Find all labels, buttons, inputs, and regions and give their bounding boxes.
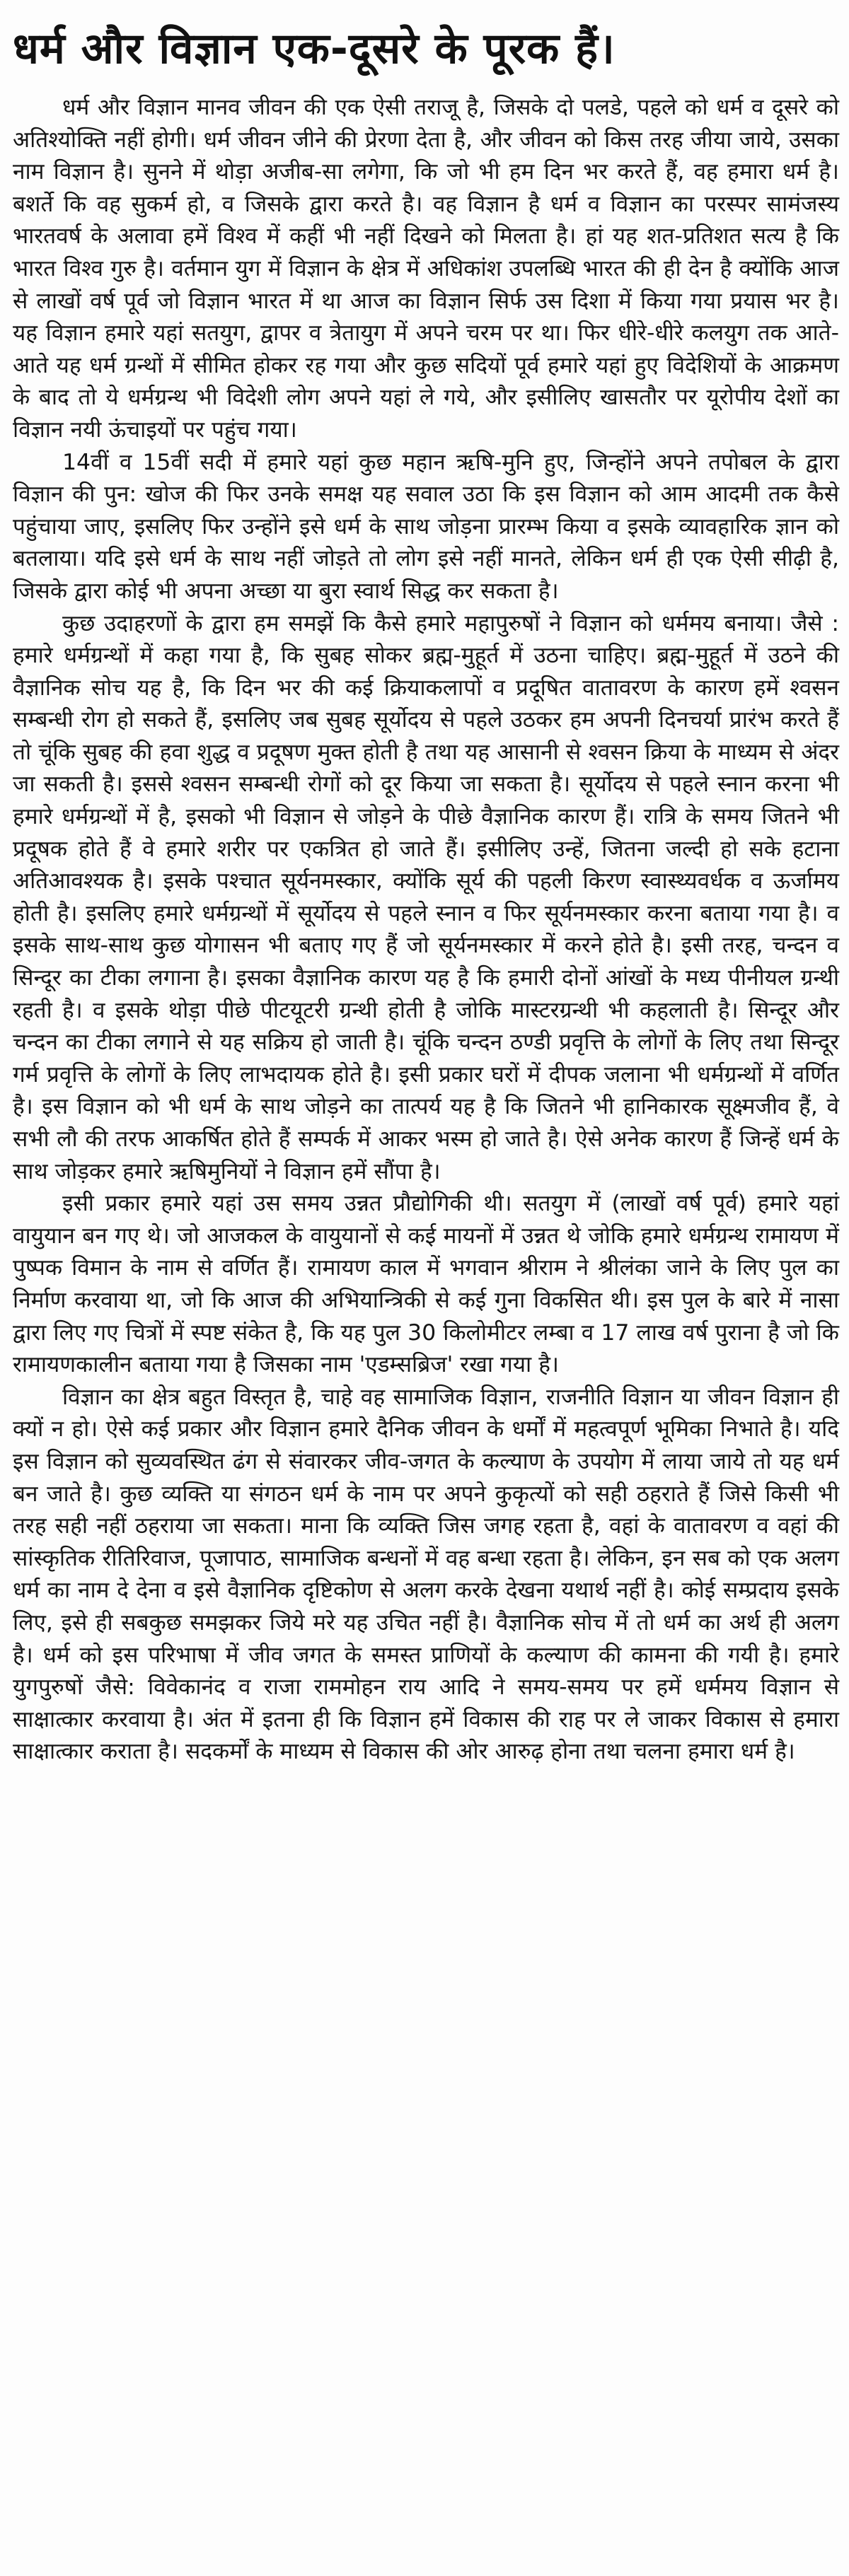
article-body	[13, 92, 839, 1768]
article-paragraph-2: 14वीं व 15वीं सदी में हमारे यहां कुछ महान ऋषि-मुनि हुए, जिन्होंने अपने तपोबल के द्वारा विज्ञान की पुन: खोज की फिर उनके समक्ष यह सवाल उठा कि इस विज्ञान को आम आदमी तक कैसे पहुंचाया जाए, इसलिए फिर उन्होंने इसे धर्म के साथ जोड़ना प्रारम्भ किया व इसके व्यावहारिक ज्ञान को बतलाया। यदि इसे धर्म के साथ नहीं जोड़ते तो लोग इसे नहीं मानते, लेकिन धर्म ही एक ऐसी सीढ़ी है, जिसके द्वारा कोई भी अपना अच्छा या बुरा स्वार्थ सिद्ध कर सकता है।	[13, 449, 839, 604]
article-headline: धर्म और विज्ञान एक-दूसरे के पूरक हैं।	[13, 24, 616, 74]
article-paragraph-3: कुछ उदाहरणों के द्वारा हम समझें कि कैसे हमारे महापुरुषों ने विज्ञान को धर्ममय बनाया। जैसे : हमारे धर्मग्रन्थों में कहा गया है, कि सुबह सोकर ब्रह्म-मुहूर्त में उठना चाहिए। ब्रह्म-मुहूर्त में उठने की वैज्ञानिक सोच यह है, कि दिन भर की कई क्रियाकलापों व प्रदूषित वातावरण के कारण हमें श्वसन सम्बन्धी रोग हो सकते हैं, इसलिए जब सुबह सूर्योदय से पहले उठकर हम अपनी दिनचर्या प्रारंभ करते हैं तो चूंकि सुबह की हवा शुद्ध व प्रदूषण मुक्त होती है तथा यह आसानी से श्वसन क्रिया के माध्यम से अंदर जा सकती है। इससे श्वसन सम्बन्धी रोगों को दूर किया जा सकता है। सूर्योदय से पहले स्नान करना भी हमारे धर्मग्रन्थों में है, इसको भी विज्ञान से जोड़ने के पीछे वैज्ञानिक कारण हैं। रात्रि के समय जितने भी प्रदूषक होते हैं वे हमारे शरीर पर एकत्रित हो जाते हैं। इसीलिए उन्हें, जितना जल्दी हो सके हटाना अतिआवश्यक है। इसके पश्चात सूर्यनमस्कार, क्योंकि सूर्य की पहली किरण स्वास्थ्यवर्धक व ऊर्जामय होती है। इसलिए हमारे धर्मग्रन्थों में सूर्योदय से पहले स्नान व फिर सूर्यनमस्कार करना बताया गया है। व इसके साथ-साथ कुछ योगासन भी बताए गए हैं जो सूर्यनमस्कार में करने होते है। इसी तरह, चन्दन व सिन्दूर का टीका लगाना है। इसका वैज्ञानिक कारण यह है कि हमारी दोनों आंखों के मध्य पीनीयल ग्रन्थी रहती है। व इसके थोड़ा पीछे पीटयूटरी ग्रन्थी होती है जोकि मास्टरग्रन्थी भी कहलाती है। सिन्दूर और चन्दन का टीका लगाने से यह सक्रिय हो जाती है। चूंकि चन्दन ठण्डी प्रवृत्ति के लोगों के लिए तथा सिन्दूर गर्म प्रवृत्ति के लोगों के लिए लाभदायक होते है। इसी प्रकार घरों में दीपक जलाना भी धर्मग्रन्थों में वर्णित है। इस विज्ञान को भी धर्म के साथ जोड़ने का तात्पर्य यह है कि जितने भी हानिकारक सूक्ष्मजीव हैं, वे सभी लौ की तरफ आकर्षित होते हैं सम्पर्क में आकर भस्म हो जाते है। ऐसे अनेक कारण हैं जिन्हें धर्म के साथ जोड़कर हमारे ऋषिमुनियों ने विज्ञान हमें सौंपा है।	[13, 610, 839, 1184]
article-paragraph-4: इसी प्रकार हमारे यहां उस समय उन्नत प्रौद्योगिकी थी। सतयुग में (लाखों वर्ष पूर्व) हमारे यहां वायुयान बन गए थे। जो आजकल के वायुयानों से कई मायनों में उन्नत थे जोकि हमारे धर्मग्रन्थ रामायण में पुष्पक विमान के नाम से वर्णित हैं। रामायण काल में भगवान श्रीराम ने श्रीलंका जाने के लिए पुल का निर्माण करवाया था, जो कि आज की अभियान्त्रिकी से कई गुना विकसित थी। इस पुल के बारे में नासा द्वारा लिए गए चित्रों में स्पष्ट संकेत है, कि यह पुल 30 किलोमीटर लम्बा व 17 लाख वर्ष पुराना है जो कि रामायणकालीन बताया गया है जिसका नाम 'एडम्सब्रिज' रखा गया है।	[13, 1191, 840, 1378]
article-paragraph-5: विज्ञान का क्षेत्र बहुत विस्तृत है, चाहे वह सामाजिक विज्ञान, राजनीति विज्ञान या जीवन विज्ञान ही क्यों न हो। ऐसे कई प्रकार और विज्ञान हमारे दैनिक जीवन के धर्मों में महत्वपूर्ण भूमिका निभाते है। यदि इस विज्ञान को सुव्यवस्थित ढंग से संवारकर जीव-जगत के कल्याण के उपयोग में लाया जाये तो यह धर्म बन जाते है। कुछ व्यक्ति या संगठन धर्म के नाम पर अपने कुकृत्यों को सही ठहराते हैं जिसे किसी भी तरह सही नहीं ठहराया जा सकता। माना कि व्यक्ति जिस जगह रहता है, वहां के वातावरण व वहां की सांस्कृतिक रीतिरिवाज, पूजापाठ, सामाजिक बन्धनों में वह बन्धा रहता है। लेकिन, इन सब को एक अलग धर्म का नाम दे देना व इसे वैज्ञानिक दृष्टिकोण से अलग करके देखना यथार्थ नहीं है। कोई सम्प्रदाय इसके लिए, इसे ही सबकुछ समझकर जिये मरे यह उचित नहीं है। वैज्ञानिक सोच में तो धर्म का अर्थ ही अलग है। धर्म को इस परिभाषा में जीव जगत के समस्त प्राणियों के कल्याण की कामना की गयी है। हमारे युगपुरुषों जैसे: विवेकानंद व राजा राममोहन राय आदि ने समय-समय पर हमें धर्ममय विज्ञान से साक्षात्कार करवाया है। अंत में इतना ही कि विज्ञान हमें विकास की राह पर ले जाकर विकास से हमारा साक्षात्कार कराता है। सदकर्मों के माध्यम से विकास की ओर आरुढ़ होना तथा चलना हमारा धर्म है।	[13, 1384, 839, 1765]
article-paragraph-1: धर्म और विज्ञान मानव जीवन की एक ऐसी तराजू है, जिसके दो पलडे, पहले को धर्म व दूसरे को अतिश्योक्ति नहीं होगी। धर्म जीवन जीने की प्रेरणा देता है, और जीवन को किस तरह जीया जाये, उसका नाम विज्ञान है। सुनने में थोड़ा अजीब-सा लगेगा, कि जो भी हम दिन भर करते हैं, वह हमारा धर्म है। बशर्ते कि वह सुकर्म हो, व जिसके द्वारा करते है। वह विज्ञान है धर्म व विज्ञान का परस्पर सामंजस्य भारतवर्ष के अलावा हमें विश्व में कहीं भी नहीं दिखने को मिलता है। हां यह शत-प्रतिशत सत्य है कि भारत विश्व गुरु है। वर्तमान युग में विज्ञान के क्षेत्र में अधिकांश उपलब्धि भारत की ही देन है क्योंकि आज से लाखों वर्ष पूर्व जो विज्ञान भारत में था आज का विज्ञान सिर्फ उस दिशा में किया गया प्रयास भर है। यह विज्ञान हमारे यहां सतयुग, द्वापर व त्रेतायुग में अपने चरम पर था। फिर धीरे-धीरे कलयुग तक आते-आते यह धर्म ग्रन्थों में सीमित होकर रह गया और कुछ सदियों पूर्व हमारे यहां हुए विदेशियों के आक्रमण के बाद तो ये धर्मग्रन्थ भी विदेशी लोग अपने यहां ले गये, और इसीलिए खासतौर पर यूरोपीय देशों का विज्ञान नयी ऊंचाइयों पर पहुंच गया।	[13, 95, 839, 443]
